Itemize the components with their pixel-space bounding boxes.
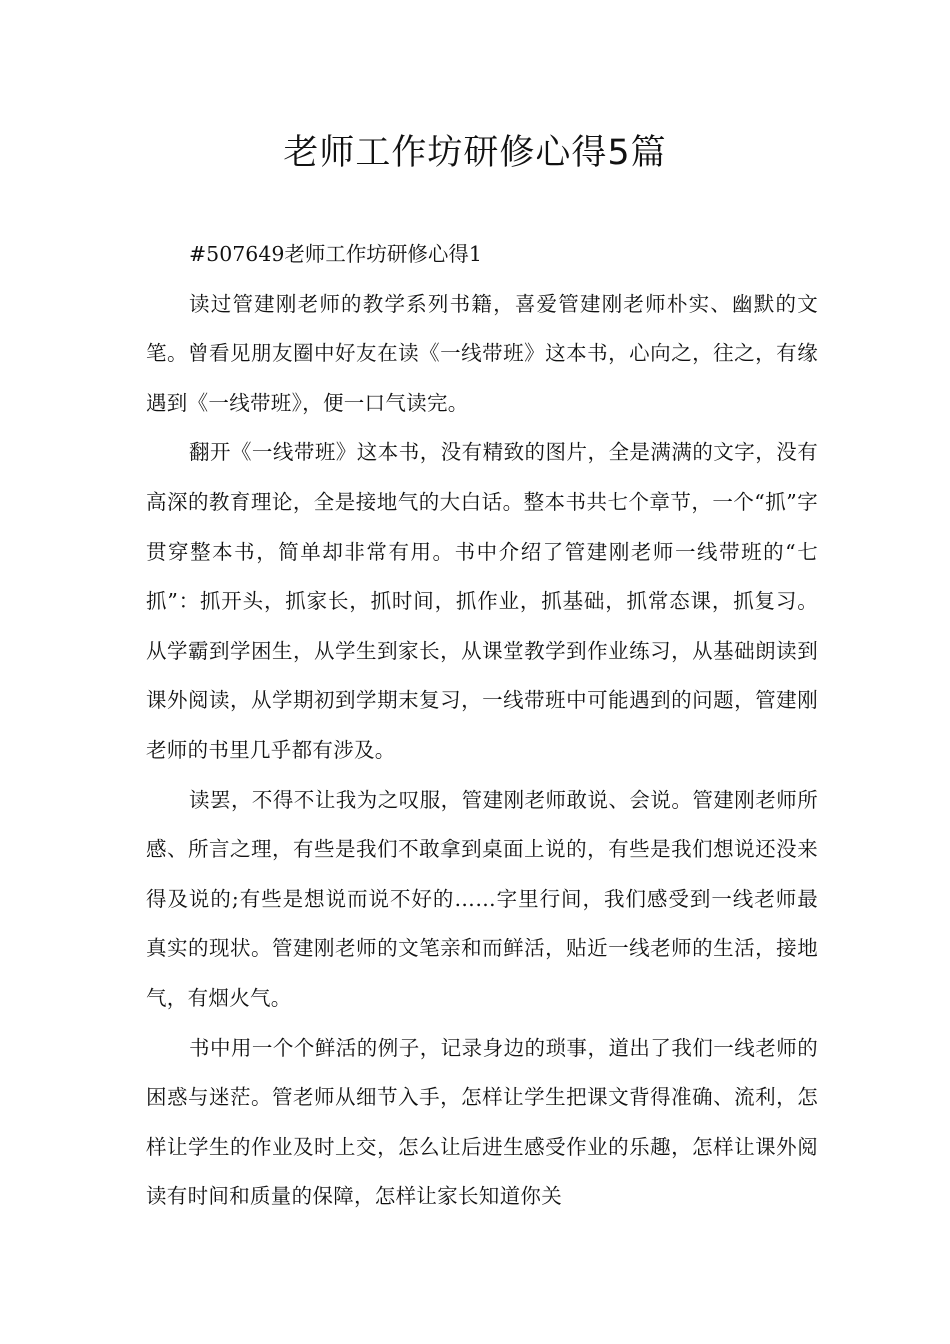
document-body <box>146 230 818 1222</box>
paragraph-1: 读过管建刚老师的教学系列书籍，喜爱管建刚老师朴实、幽默的文笔。曾看见朋友圈中好友在读《一线带班》这本书，心向之，往之，有缘遇到《一线带班》，便一口气读完。 <box>146 291 818 415</box>
paragraph-4: 书中用一个个鲜活的例子，记录身边的琐事，道出了我们一线老师的困惑与迷茫。管老师从细节入手，怎样让学生把课文背得准确、流利，怎样让学生的作业及时上交，怎么让后进生感受作业的乐趣，怎样让课外阅读有时间和质量的保障，怎样让家长知道你关 <box>146 1035 818 1209</box>
document-title: 老师工作坊研修心得5篇 <box>283 133 667 173</box>
paragraph-2: 翻开《一线带班》这本书，没有精致的图片，全是满满的文字，没有高深的教育理论，全是接地气的大白话。整本书共七个章节，一个“抓”字贯穿整本书，简单却非常有用。书中介绍了管建刚老师一线带班的“七抓”：抓开头，抓家长，抓时间，抓作业，抓基础，抓常态课，抓复习。从学霸到学困生，从学生到家长，从课堂教学到作业练习，从基础朗读到课外阅读，从学期初到学期末复习，一线带班中可能遇到的问题，管建刚老师的书里几乎都有涉及。 <box>146 440 818 762</box>
section-heading: #507649老师工作坊研修心得1 <box>189 242 482 266</box>
paragraph-3: 读罢，不得不让我为之叹服，管建刚老师敢说、会说。管建刚老师所感、所言之理，有些是我们不敢拿到桌面上说的，有些是我们想说还没来得及说的;有些是想说而说不好的……字里行间，我们感受到一线老师最真实的现状。管建刚老师的文笔亲和而鲜活，贴近一线老师的生活，接地气，有烟火气。 <box>146 787 818 1010</box>
